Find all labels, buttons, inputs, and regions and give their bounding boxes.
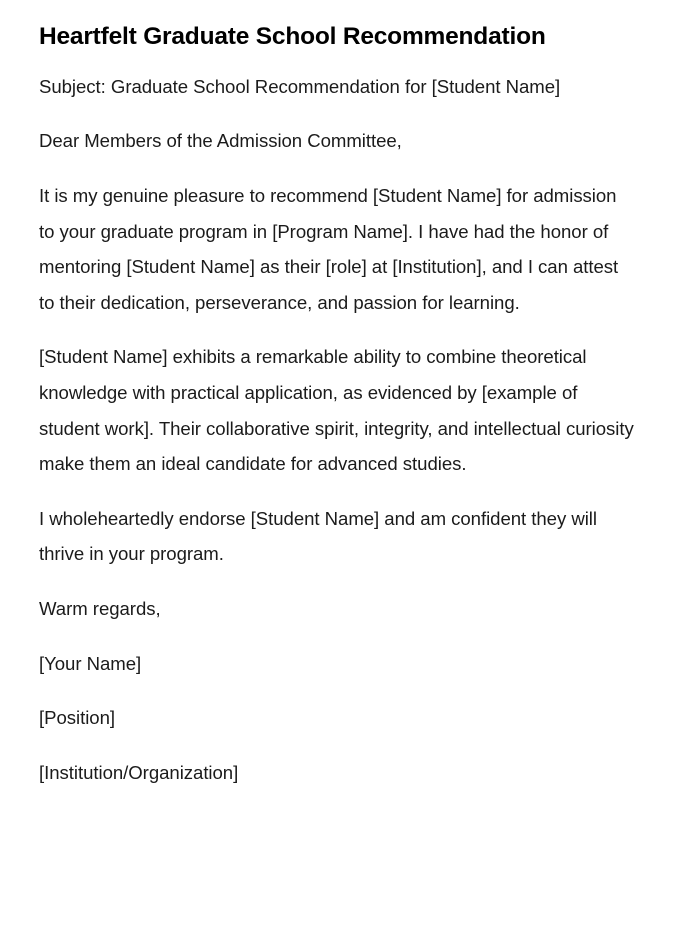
body-paragraph-3: I wholeheartedly endorse [Student Name] and am confident they will thrive in your program. (39, 507, 597, 565)
page-title: Heartfelt Graduate School Recommendation (39, 23, 546, 50)
subject-line: Subject: Graduate School Recommendation for [Student Name] (39, 75, 561, 97)
letter-body (39, 69, 635, 791)
signature-institution: [Institution/Organization] (39, 761, 239, 783)
body-paragraph-1: It is my genuine pleasure to recommend [Student Name] for admission to your graduate program in [Program Name]. I have had the honor of mentoring [Student Name] as their [role] at [Institution], and I can attest to their dedication, perseverance, and passion for learning. (39, 185, 619, 313)
closing: Warm regards, (39, 598, 161, 619)
signature-position: [Position] (39, 707, 115, 729)
salutation: Dear Members of the Admission Committee, (39, 130, 402, 152)
signature-name: [Your Name] (39, 652, 142, 674)
body-paragraph-2: [Student Name] exhibits a remarkable ability to combine theoretical knowledge with practical application, as evidenced by [example of student work]. Their collaborative spirit, integrity, and intellectual curiosity make them an ideal candidate for advanced studies. (39, 346, 634, 475)
